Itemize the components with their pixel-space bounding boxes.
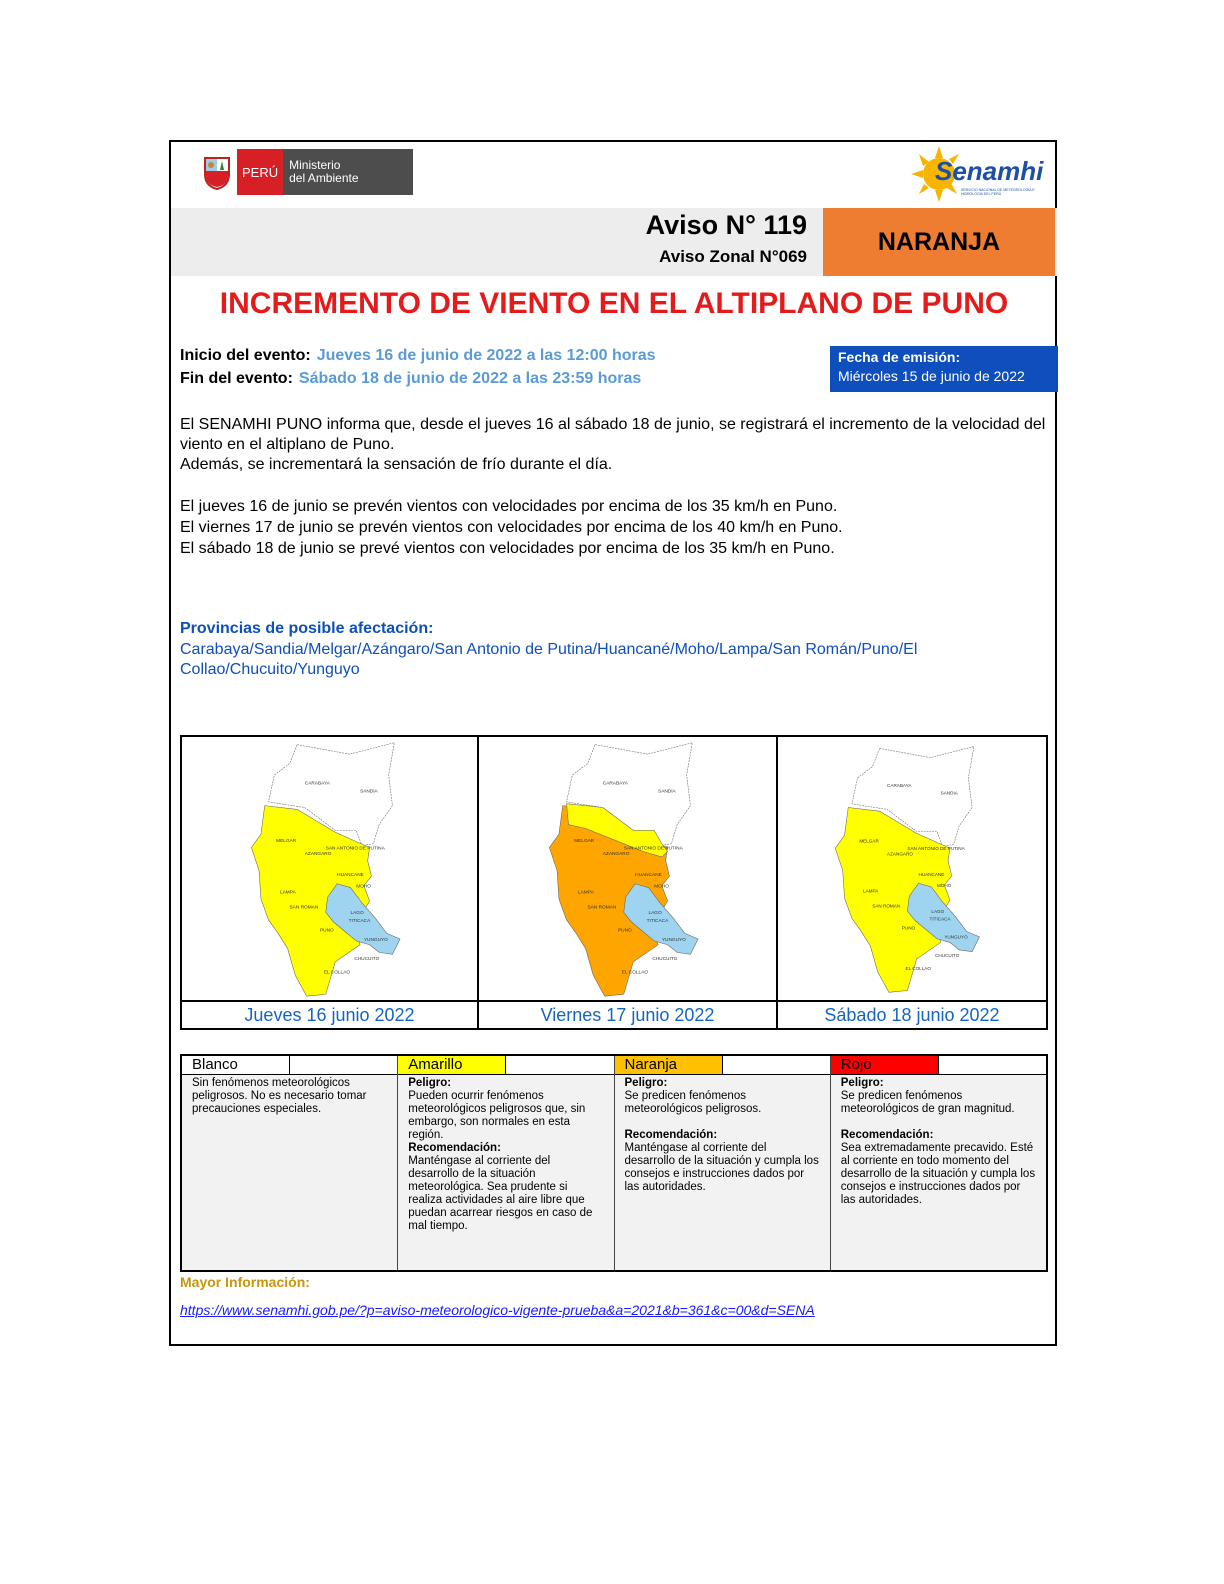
legend-level-label: Naranja <box>615 1056 723 1074</box>
map-label-puno: PUNO <box>320 928 334 934</box>
map-label-huancane: HUANCANE <box>918 871 945 877</box>
legend-peligro-label: Peligro: <box>408 1077 452 1089</box>
legend-peligro-label: Peligro: <box>624 1077 668 1089</box>
map-label-chucuito: CHUCUITO <box>935 953 960 959</box>
puno-region-map <box>479 737 778 1000</box>
legend-rec-text: Manténgase al corriente del desarrollo de la situación meteorológica. Sea prudente si realiza actividades al aire libre que puedan acarrear riesgos en caso de mal tiempo. <box>408 1155 593 1232</box>
map-label-lago: LAGO <box>931 908 945 914</box>
bulletin-frame <box>169 140 1057 1346</box>
ministry-logo <box>197 149 413 195</box>
map-label-titicaca: TITICACA <box>646 918 669 924</box>
legend-level-label: Blanco <box>182 1056 290 1074</box>
map-label-putina: SAN ANTONIO DE PUTINA <box>907 846 965 852</box>
map-label-titicaca: TITICACA <box>348 918 371 924</box>
map-label-huancane: HUANCANE <box>337 873 364 879</box>
legend-rec-label: Recomendación: <box>840 1129 934 1141</box>
map-label-huancane: HUANCANE <box>635 873 662 879</box>
map-label-carabaya: CARABAYA <box>602 781 628 787</box>
legend-peligro-label: Peligro: <box>840 1077 884 1089</box>
map-label-san_roman: SAN ROMAN <box>587 905 617 911</box>
forecast-day-3: El sábado 18 de junio se prevé vientos con velocidades por encima de los 35 km/h en Puno. <box>180 540 835 557</box>
emission-label: Fecha de emisión: <box>838 349 961 365</box>
event-end <box>180 370 641 388</box>
map-label-lampa: LAMPA <box>279 890 296 896</box>
map-label-yunguyo: YUNGUYO <box>363 937 388 943</box>
emission-date-box <box>830 346 1058 392</box>
map-label-san_roman: SAN ROMAN <box>289 905 319 911</box>
map-label-puno: PUNO <box>618 928 632 934</box>
map-day-1 <box>182 737 479 1028</box>
legend-rec-label: Recomendación: <box>624 1129 718 1141</box>
puno-region-map <box>182 737 479 1000</box>
forecast-day-1: El jueves 16 de junio se prevén vientos con velocidades por encima de los 35 km/h en Puno. <box>180 498 838 515</box>
map-label-melgar: MELGAR <box>574 838 595 844</box>
map-label-putina: SAN ANTONIO DE PUTINA <box>623 846 683 852</box>
legend-level-label: Amarillo <box>398 1056 506 1074</box>
map-label-azangaro: AZANGARO <box>304 852 332 858</box>
event-start-label: Inicio del evento: <box>180 347 311 364</box>
senamhi-logo-text: Senamhi <box>935 156 1044 186</box>
legend-peligro-text: Se predicen fenómenos meteorológicos de gran magnitud. <box>840 1090 1015 1115</box>
legend-level-label: Rojo <box>831 1056 939 1074</box>
map-label-chucuito: CHUCUITO <box>354 956 380 962</box>
map-label-titicaca: TITICACA <box>929 916 951 922</box>
map-label-el_collao: EL COLLAO <box>905 966 931 972</box>
legend-amarillo <box>398 1056 614 1270</box>
map-label-san_roman: SAN ROMAN <box>872 903 901 909</box>
map-label-azangaro: AZANGARO <box>887 851 913 857</box>
map-label-carabaya: CARABAYA <box>887 783 912 789</box>
senamhi-subtitle: SERVICIO NACIONAL DE METEOROLOGÍA E HIDROLOGÍA DEL PERÚ <box>961 188 1035 196</box>
forecast-day-2: El viernes 17 de junio se prevén vientos con velocidades por encima de los 40 km/h en Puno. <box>180 519 843 536</box>
map-label-sandia: SANDIA <box>658 789 676 795</box>
map-label-el_collao: EL COLLAO <box>621 970 649 976</box>
peru-brand: PERÚ <box>237 149 283 195</box>
aviso-number: Aviso N° 119 <box>645 210 807 240</box>
legend-rec-text: Sea extremadamente precavido. Esté al corriente en todo momento del desarrollo de la situación y cumpla los consejos e instrucciones dados por las autoridades. <box>840 1142 1036 1206</box>
map-label-melgar: MELGAR <box>276 838 297 844</box>
legend-rec-label: Recomendación: <box>408 1142 501 1154</box>
emission-value: Miércoles 15 de junio de 2022 <box>838 368 1025 384</box>
ministry-name: Ministerio del Ambiente <box>283 149 413 195</box>
map-label-carabaya: CARABAYA <box>304 781 330 787</box>
page-title: INCREMENTO DE VIENTO EN EL ALTIPLANO DE PUNO <box>219 287 1009 320</box>
maps-panel <box>180 735 1048 1030</box>
event-start-value: Jueves 16 de junio de 2022 a las 12:00 horas <box>316 347 656 364</box>
peru-coat-of-arms-icon <box>197 149 237 195</box>
legend-naranja <box>615 1056 831 1270</box>
event-end-value: Sábado 18 de junio de 2022 a las 23:59 horas <box>298 370 642 387</box>
map-day-2 <box>479 737 778 1028</box>
more-info-label: Mayor Información: <box>180 1274 310 1290</box>
legend-peligro-text: Se predicen fenómenos meteorológicos peligrosos. <box>624 1090 762 1115</box>
map-label-moho: MOHO <box>936 882 952 888</box>
map-label-lago: LAGO <box>350 911 364 917</box>
map-label-lampa: LAMPA <box>577 890 594 896</box>
map-label-yunguyo: YUNGUYO <box>661 937 686 943</box>
more-info-link[interactable]: https://www.senamhi.gob.pe/?p=aviso-meteorologico-vigente-prueba&a=2021&b=361&c=00&d=SENA <box>180 1302 815 1318</box>
legend-description: Sin fenómenos meteorológicos peligrosos. No es necesario tomar precauciones especiales. <box>192 1077 367 1115</box>
map-label-lago: LAGO <box>648 911 662 917</box>
map-caption: Sábado 18 junio 2022 <box>778 1000 1046 1028</box>
map-label-puno: PUNO <box>901 925 916 931</box>
alert-level-badge: NARANJA <box>823 208 1055 276</box>
map-label-putina: SAN ANTONIO DE PUTINA <box>325 846 385 852</box>
body-paragraph-1: El SENAMHI PUNO informa que, desde el jueves 16 al sábado 18 de junio, se registrará el incremento de la velocidad del viento en el altiplano de Puno. <box>180 416 1046 453</box>
legend-rojo <box>831 1056 1046 1270</box>
map-label-moho: MOHO <box>654 884 670 890</box>
senamhi-logo <box>909 144 1049 206</box>
map-day-3 <box>778 737 1046 1028</box>
event-end-label: Fin del evento: <box>180 370 293 387</box>
map-label-el_collao: EL COLLAO <box>323 970 351 976</box>
legend-peligro-text: Pueden ocurrir fenómenos meteorológicos peligrosos que, sin embargo, son normales en esta región. <box>408 1090 586 1141</box>
aviso-zonal: Aviso Zonal N°069 <box>659 247 807 266</box>
provinces-list: Carabaya/Sandia/Melgar/Azángaro/San Antonio de Putina/Huancané/Moho/Lampa/San Román/Puno/El Collao/Chucuito/Yunguyo <box>180 641 918 678</box>
legend-rec-text: Manténgase al corriente del desarrollo de la situación y cumpla los consejos e instrucciones dados por las autoridades. <box>624 1142 819 1193</box>
map-label-lampa: LAMPA <box>863 888 879 894</box>
event-start <box>180 347 656 365</box>
map-caption: Viernes 17 junio 2022 <box>479 1000 776 1028</box>
map-label-melgar: MELGAR <box>859 838 879 844</box>
body-paragraph-2: Además, se incrementará la sensación de frío durante el día. <box>180 456 613 473</box>
map-label-azangaro: AZANGARO <box>602 852 630 858</box>
map-label-sandia: SANDIA <box>940 790 958 796</box>
alert-legend-table <box>180 1054 1048 1272</box>
puno-region-map <box>778 737 1046 1000</box>
map-caption: Jueves 16 junio 2022 <box>182 1000 477 1028</box>
provinces-title: Provincias de posible afectación: <box>180 620 434 637</box>
map-label-moho: MOHO <box>356 884 372 890</box>
map-label-yunguyo: YUNGUYO <box>944 934 968 940</box>
map-label-sandia: SANDIA <box>360 789 378 795</box>
map-label-chucuito: CHUCUITO <box>652 956 678 962</box>
legend-blanco <box>182 1056 398 1270</box>
